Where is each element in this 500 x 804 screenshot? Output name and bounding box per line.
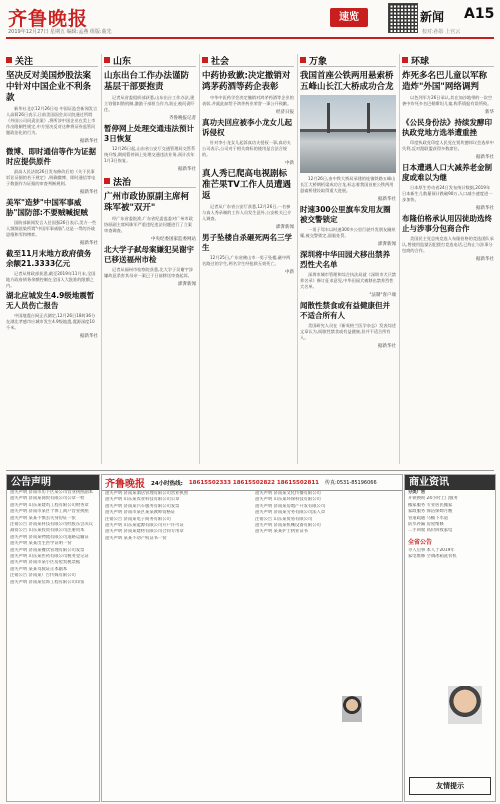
ad-line: 遗失声明 济南市某区某某教师资格证 — [105, 510, 176, 516]
column-divider — [297, 54, 298, 464]
ad-line: 遗失声明 济南某商贸有限公司公章一枚 — [10, 496, 85, 502]
article-body: 新华社北京12月26日电 中国证监会新闻发言人高莉26日表示,日前美国国会众议院通过所谓《外国公司问责法案》,将所涉中国企业在美上市作出限制性规定,中方坚决反对这种将证券监管问题政治化的行为。 — [6, 106, 98, 135]
ad-line: 遗失声明 济南某文化传播有限公司 — [255, 491, 321, 496]
column-title: 万象 — [309, 56, 328, 67]
article-source: 齐鲁晚报记者 — [169, 116, 196, 121]
ads-header: 公告声明 — [7, 475, 99, 490]
ad-line: 遗失声明 济南市某区个体工商户营业执照 — [10, 509, 89, 515]
article[interactable] — [6, 198, 98, 246]
editors-line: 校对:孙影 上官云 — [422, 29, 461, 35]
article-headline[interactable]: 时速300公里旗车发用友圈被交警锁定 — [300, 205, 391, 224]
article-body: 美国民主党总统竞选人布隆伯格的竞选团队承认,曾使用监狱囚犯拨打竞选电话,已终止与涉事分包商的合作。 — [402, 236, 494, 253]
article[interactable] — [6, 147, 98, 195]
article-headline[interactable]: 中药协致歉:决定撤销对鸿茅药酒等药企表彰 — [202, 71, 291, 92]
ad-line: 遗失声明 某某驾驶证正本副本 — [10, 566, 68, 572]
article-headline[interactable]: 《公民身份法》持续发酵印执政党地方选举遭重挫 — [402, 118, 492, 137]
article-body: 一男子驾车以时速300多公里行驶并发朋友圈炫耀,被交警锁定,面临处罚。 — [300, 227, 396, 238]
article-headline[interactable]: 真人秀已爬高电视剧标准芒果TV工作人员遭遇返 — [202, 169, 291, 201]
ad-line: 二手回收 高价回收家电 — [408, 528, 453, 534]
article-headline[interactable]: 炸死多名巴儿童以军称造炸"外国"网络调判 — [402, 71, 488, 92]
ad-line: 遗失声明 济南某装饰工程有限公司印鉴 — [10, 579, 85, 585]
column-vientiane — [300, 54, 396, 464]
column-title: 环球 — [411, 56, 430, 67]
ad-line: 家政服务 保洁保姆月嫂 — [408, 509, 453, 515]
ad-line: 遗失声明 济南某机械设备有限公司 — [255, 523, 321, 529]
article-body: 国防部新闻发言人任国强26日表示,美方一些人频频渲染所谓"中国军事威胁",这是一贯的冷战思维和零和博弈。 — [6, 220, 97, 237]
article-headline[interactable]: 闻散性禁食或有益健康但并不适合所有人 — [300, 301, 390, 320]
newspaper-logo: 齐鲁晚报 — [8, 8, 89, 30]
article-source: 据新华社 — [80, 139, 98, 144]
article-body: 中华中医药学会决定撤销对鸿茅药酒等企业的表彰,并就此前给予鸿茅药业荣誉一事公开致歉。 — [202, 95, 294, 106]
article-source: 中新 — [285, 270, 294, 275]
article-source: 据新华社 — [476, 206, 494, 211]
quick-read-badge: 速览 — [330, 8, 368, 27]
column-title: 山东 — [113, 56, 132, 67]
ad-line: 寻人启事 本人于2019年 — [408, 547, 455, 553]
article-body: 12月25日,广东省佛山市一男子坠楼,砸中两名路过的学生,两名学生经抢救无效死亡。 — [202, 255, 291, 266]
article-source: 据新华社 — [80, 241, 98, 246]
article-body: 记者从广东省公安厅获悉,12月26日,一名参与真人秀录制的工作人员发生意外,公安机关已介入调查。 — [202, 204, 292, 221]
article-headline[interactable]: 真功夫回应被李小龙女儿起诉侵权 — [202, 118, 292, 137]
article-source: 据新华社 — [476, 155, 494, 160]
ads-subheader: 分类广告 — [408, 490, 426, 495]
ads-classified — [101, 474, 403, 802]
column-header — [300, 54, 396, 67]
ad-line: 遗失声明 山东某农业科技有限公司公章 — [105, 497, 180, 503]
article-headline[interactable]: 我国首座公铁两用悬索桥五峰山长江大桥成功合龙 — [300, 71, 394, 92]
article[interactable] — [104, 245, 196, 287]
article-headline[interactable]: 山东出台工作办法谨防基层干部要抱责 — [104, 71, 190, 92]
article-body: 记者从省委组织部获悉,山东出台工作办法,建立容错纠错机制,激励干部担当作为,防止被问责吓住。 — [104, 95, 195, 112]
column-header — [402, 54, 494, 67]
column-header — [202, 54, 294, 67]
ad-line: 遗失声明 某某不慎丢失身份证一张 — [10, 515, 76, 521]
section-marker-icon — [202, 57, 208, 63]
ad-line: 遗失声明 济南某物流有限公司道路运输证 — [10, 534, 89, 540]
article-headline[interactable]: 北大学子弑母案嫌犯吴谢宇已移送福州市检 — [104, 245, 194, 264]
article-body: 以色列军方26日承认,其在加沙地带的一次空袭中炸死多名巴勒斯坦儿童,称系情报有误所致。 — [402, 95, 493, 106]
article-source: 据新华社 — [476, 257, 494, 262]
ad-line: 减资公告 山东某投资有限公司注册资本 — [10, 528, 85, 534]
ad-line: 遗失声明 济南某房地产开发有限公司 — [255, 503, 326, 509]
article-headline[interactable]: 暂停网上处理交通违法预计3日恢复 — [104, 124, 194, 143]
article[interactable] — [104, 71, 196, 121]
article-source: 据新华社 — [378, 197, 396, 202]
bridge-tower — [367, 103, 370, 133]
masthead — [0, 0, 500, 42]
ad-line: 遗失声明 济南某餐饮管理有限公司发票 — [10, 547, 85, 553]
article[interactable] — [300, 205, 396, 247]
ad-line: 遗失声明 山东某能源有限公司开户许可证 — [105, 523, 184, 529]
article[interactable] — [104, 192, 196, 242]
column-title: 法治 — [113, 177, 132, 188]
article[interactable] — [6, 291, 98, 339]
hotline-label: 24小时热线: — [151, 480, 183, 487]
column-focus — [6, 54, 98, 464]
article-headline[interactable]: 男子坠楼自杀砸死两名三学生 — [202, 233, 292, 252]
column-shandong — [104, 54, 196, 464]
article[interactable] — [402, 214, 494, 262]
article-body: 日本厚生劳动省24日发布统计数据,2019年日本新生儿数量预计跌破90万,人口减少速度进一步加快。 — [402, 185, 493, 202]
article-body: 12月26日起,山东省公安厅交通管理局交管系统升级,期间暂停网上处理交通违法业务,预计次年1月3日恢复。 — [104, 146, 196, 163]
column-header-law — [104, 175, 196, 188]
article-headline[interactable]: 广州市政协原副主席柯珠军被"双开" — [104, 192, 190, 213]
ad-line: 注销公告 济南某科技有限公司经股东会决议 — [10, 522, 94, 528]
section-marker-icon — [402, 57, 408, 63]
article-source: 据新华社 — [80, 334, 98, 339]
article-source: 澎湃新闻 — [276, 225, 294, 230]
article[interactable] — [202, 169, 294, 230]
ad-line: 注销公告 山东某贸易有限公司 — [255, 516, 313, 522]
column-divider — [399, 54, 400, 464]
article[interactable] — [202, 118, 294, 166]
article-body: 12月26日,由中铁大桥局承建的连镇铁路五峰山长江大桥钢桁梁成功合龙,标志着我国首座公铁两用悬索桥建设取得重大进展。 — [300, 176, 396, 193]
ad-line: 管道疏通 马桶下水道 — [408, 515, 449, 521]
ad-line: 遗失声明 山东某医药有限公司税务登记证 — [10, 554, 89, 560]
bridge-tower — [327, 103, 330, 133]
ad-line: 遗失声明 某某护士执业证书 — [255, 529, 308, 535]
ads-header: 商业资讯 — [405, 475, 495, 490]
article-source: "法制"客户端 — [369, 293, 396, 298]
article-headline[interactable]: 美军"造梦"中国军事威胁"国防部:不要贼喊捉贼 — [6, 198, 88, 217]
article-headline[interactable]: 截至11月末地方政府债务余额21.3333亿元 — [6, 249, 92, 268]
section-marker-icon — [6, 57, 12, 63]
article-headline[interactable]: 微博、即时通信等作为证据时应提供原件 — [6, 147, 96, 166]
article-source: 澎湃新闻 — [378, 242, 396, 247]
article[interactable] — [300, 71, 396, 202]
article-headline[interactable]: 湖北应城发生4.9级地震暂无人员伤亡报告 — [6, 291, 95, 310]
fax-number: 传真:0531-85196066 — [324, 480, 377, 486]
ad-line: 遗失声明 某某不动产权证书一份 — [105, 535, 167, 541]
qr-code-icon — [388, 3, 418, 33]
ad-line: 遗失声明 某某出生医学证明一份 — [10, 541, 72, 547]
article-body: 印度执政党印度人民党在贾坎德邦议会选举中失利,反对派联盟获得多数席位。 — [402, 140, 494, 151]
ads-subcolumn — [102, 491, 252, 542]
ads-brand: 齐鲁晚报 — [105, 479, 145, 490]
ad-line: 注销公告 济南某电子商务有限公司 — [105, 516, 171, 522]
article-headline[interactable]: 布隆伯格承认用囚徒助选终止与涉事分包商合作 — [402, 214, 492, 233]
ads-business — [404, 474, 496, 802]
column-header — [104, 54, 196, 67]
masthead-rule — [6, 37, 494, 39]
article[interactable] — [402, 118, 494, 160]
ad-line: 开锁换锁 24小时上门服务 — [408, 496, 458, 502]
section-marker-icon — [300, 57, 306, 63]
dateline: 2019年12月27日 星期五 编辑:孟燕 组版:曲先 — [8, 29, 112, 35]
ad-line: 搬家服务 专业居民搬家 — [408, 502, 453, 508]
article-source: 据新华社 — [80, 190, 98, 195]
article[interactable] — [202, 71, 294, 115]
section-marker-icon — [104, 178, 110, 184]
article-source: 中央纪委国家监委网站 — [151, 237, 196, 242]
ads-subcolumn — [252, 491, 402, 542]
article[interactable] — [300, 301, 396, 349]
article-source: 中新 — [285, 161, 294, 166]
article-source: 据新华社 — [178, 167, 196, 172]
column-divider — [199, 54, 200, 464]
person-photo — [342, 696, 362, 722]
ad-line: 遗失声明 济南市某小区房屋契税票据 — [10, 560, 81, 566]
ad-line: 遗失声明 山东某建筑工程有限公司财务章 — [10, 502, 89, 508]
column-divider — [101, 54, 102, 464]
article-body: 记者从财政部获悉,截至2019年11月末,全国地方政府债务余额控制在全国人大批准的限额之内。 — [6, 271, 96, 288]
article-headline[interactable]: 深圳将中华田园犬移出禁养烈性犬名单 — [300, 250, 390, 269]
article-body: 经广东省委批准,广东省纪委监委对广州市政协原副主席柯珠军严重违纪违法问题进行了立案审查调查。 — [104, 216, 193, 233]
section-marker-icon — [104, 57, 110, 63]
article-source: 新华 — [485, 110, 494, 115]
article-headline[interactable]: 坚决反对美国炒股法案中针对中国企业不利条款 — [6, 71, 92, 103]
article[interactable] — [402, 71, 494, 115]
column-header — [6, 54, 98, 67]
ad-line: 遗失声明 济南市历下区某公司营业执照副本 — [10, 490, 94, 495]
article-body: 记者从福州市检察院获悉,北大学子吴谢宇涉嫌故意杀害其母亲一案已于日前移送审查起诉。 — [104, 267, 193, 278]
article-source: 经济日报 — [276, 110, 294, 115]
ad-line: 遗失声明 济南某汽车服务有限公司发票 — [105, 503, 180, 509]
child-photo — [448, 686, 482, 724]
ad-line: 遗失声明 济南某酒店管理有限公司营业执照 — [105, 491, 189, 496]
article-source: 据新华社 — [378, 344, 396, 349]
article[interactable] — [402, 163, 494, 211]
ad-line: 家电维修 空调冰箱洗衣机 — [408, 554, 457, 560]
ads-classified-header — [102, 475, 402, 491]
ads-slogan: 全省公告 — [408, 538, 433, 546]
ad-line: 遗失声明 济南某劳务有限公司法人章 — [255, 510, 326, 516]
article-body: 中国地震台网正式测定,12月26日18时36分在湖北孝感市应城市发生4.9级地震,震源深度10千米。 — [6, 313, 96, 330]
ad-line: 遗失声明 山东某环保科技有限公司 — [255, 497, 321, 503]
ads-notices — [6, 474, 100, 802]
hotline-numbers: 18615502333 18615502822 18615502811 — [188, 479, 319, 486]
bridge-deck — [300, 129, 396, 132]
column-society — [202, 54, 294, 464]
article[interactable] — [6, 249, 98, 289]
section-title: 新闻 — [420, 10, 445, 24]
article-body: 最高人民法院26日发布修改后的《关于民事诉讼证据的若干规定》,明确微博、即时通信等电子数据作为证据的审查判断规则。 — [6, 169, 96, 186]
article-headline[interactable]: 日本遭遇人口大减养老金制度或难以为继 — [402, 163, 492, 182]
ad-line: 遗失声明 济南某建材有限公司合同专用章 — [105, 529, 184, 535]
article-source: 澎湃新闻 — [178, 282, 196, 287]
column-title: 社会 — [211, 56, 230, 67]
friendly-notice-box: 友情提示 — [409, 777, 491, 795]
ad-line: 防水补漏 房屋维修 — [408, 522, 444, 528]
article[interactable] — [300, 250, 396, 298]
bridge-photo — [300, 95, 396, 173]
column-world — [402, 54, 494, 464]
article-body: 深圳市城市管理和综合执法局就《深圳市犬只禁养名录》修订征求意见,中华田园犬被移出禁养烈性犬名单。 — [300, 272, 396, 289]
article[interactable] — [104, 124, 196, 172]
article[interactable] — [6, 71, 98, 144]
section-separator — [6, 470, 494, 471]
column-title: 关注 — [15, 56, 34, 67]
article[interactable] — [202, 233, 294, 275]
article-body: 美国研究人员在《新英格兰医学杂志》发表综述文章认为,间歇性禁食或有益健康,但并不适合所有人。 — [300, 323, 396, 340]
page-number: A15 — [464, 6, 495, 22]
article-body: 针对李小龙女儿起诉真功夫侵权一事,真功夫公司表示,公司对于相关商标的使用是合法合规的。 — [202, 140, 291, 157]
ad-line: 注销公告 济南某广告传媒有限公司 — [10, 573, 76, 579]
